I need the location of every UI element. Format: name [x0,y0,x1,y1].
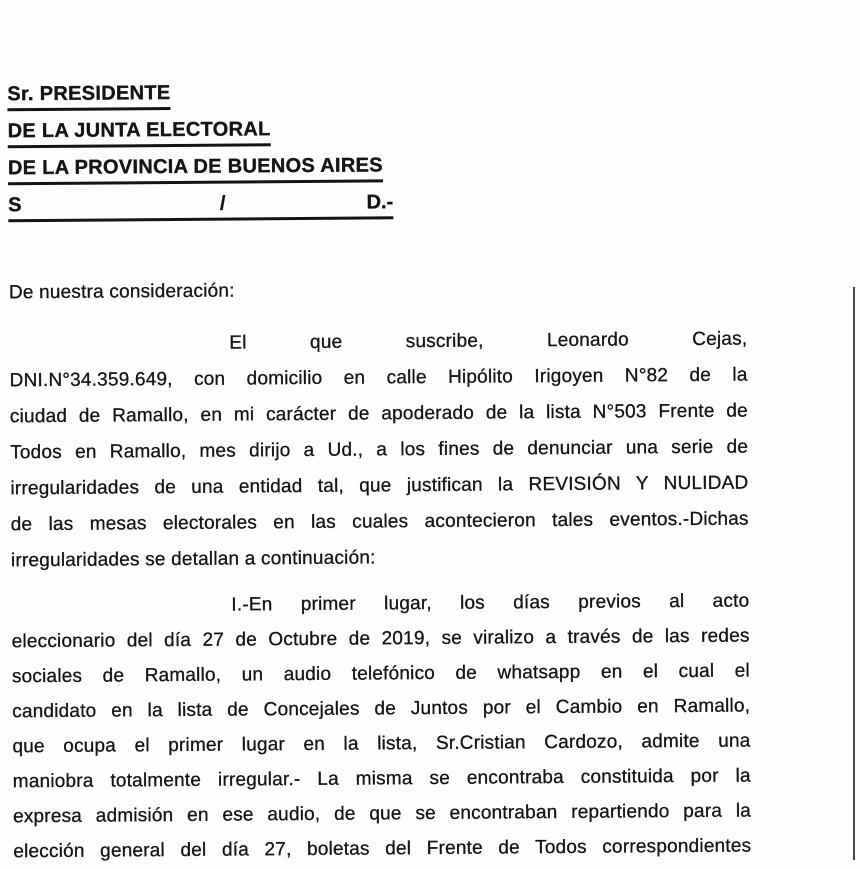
salutation: De nuestra consideración: [8,280,235,304]
recipient-line-2 [8,115,746,158]
paragraph-1 [9,322,749,580]
paragraph-line: que ocupa el primer lugar en la lista, Sr.Cristian Cardozo, admite una [12,730,751,758]
sd-line [8,189,746,232]
paragraph-line: ciudad de Ramallo, en mi carácter de apoderado de la lista N°503 Frente de [9,400,748,428]
paragraph-line: irregularidades de una entidad tal, que justifican la REVISIÓN Y NULIDAD [10,472,749,500]
paragraph-line: sociales de Ramallo, un audio telefónico de whatsapp en el cual el [11,660,750,688]
paragraph-line: maniobra totalmente irregular.- La misma se encontraba constituida por la [12,765,751,793]
recipient-line-3-text: DE LA PROVINCIA DE BUENOS AIRES [8,154,383,185]
sd-line-rule [8,191,393,222]
recipient-line-1 [7,78,745,121]
paragraph-2 [11,583,751,869]
recipient-line-3 [8,152,746,195]
recipient-line-1-text: Sr. PRESIDENTE [7,82,170,111]
scan-edge-artifact [853,287,855,860]
paragraph-line: elección general del día 27, boletas del Frente de Todos correspondientes [13,835,752,863]
recipient-line-2-text: DE LA JUNTA ELECTORAL [8,118,271,148]
sd-left-letter: S [8,194,22,217]
paragraph-line: de las mesas electorales en las cuales acontecieron tales eventos.-Dichas [10,508,749,536]
paragraph-line: El que suscribe, Leonardo Cejas, [229,328,748,354]
paragraph-line: irregularidades se detallan a continuación: [10,547,376,572]
paragraph-line: candidato en la lista de Concejales de Juntos por el Cambio en Ramallo, [12,695,751,723]
sd-right-letter: D.- [366,191,394,214]
sd-slash: / [219,192,226,215]
paragraph-line: eleccionario del día 27 de Octubre de 2019, se viralizo a través de las redes [11,625,750,653]
paragraph-line: DNI.N°34.359.649, con domicilio en calle Hipólito Irigoyen N°82 de la [9,364,748,392]
paragraph-line: Todos en Ramallo, mes dirijo a Ud., a los fines de denunciar una serie de [10,436,749,464]
paragraph-line: I.-En primer lugar, los días previos al acto [231,590,750,616]
paragraph-line: expresa admisión en ese audio, de que se encontraban repartiendo para la [12,800,752,828]
